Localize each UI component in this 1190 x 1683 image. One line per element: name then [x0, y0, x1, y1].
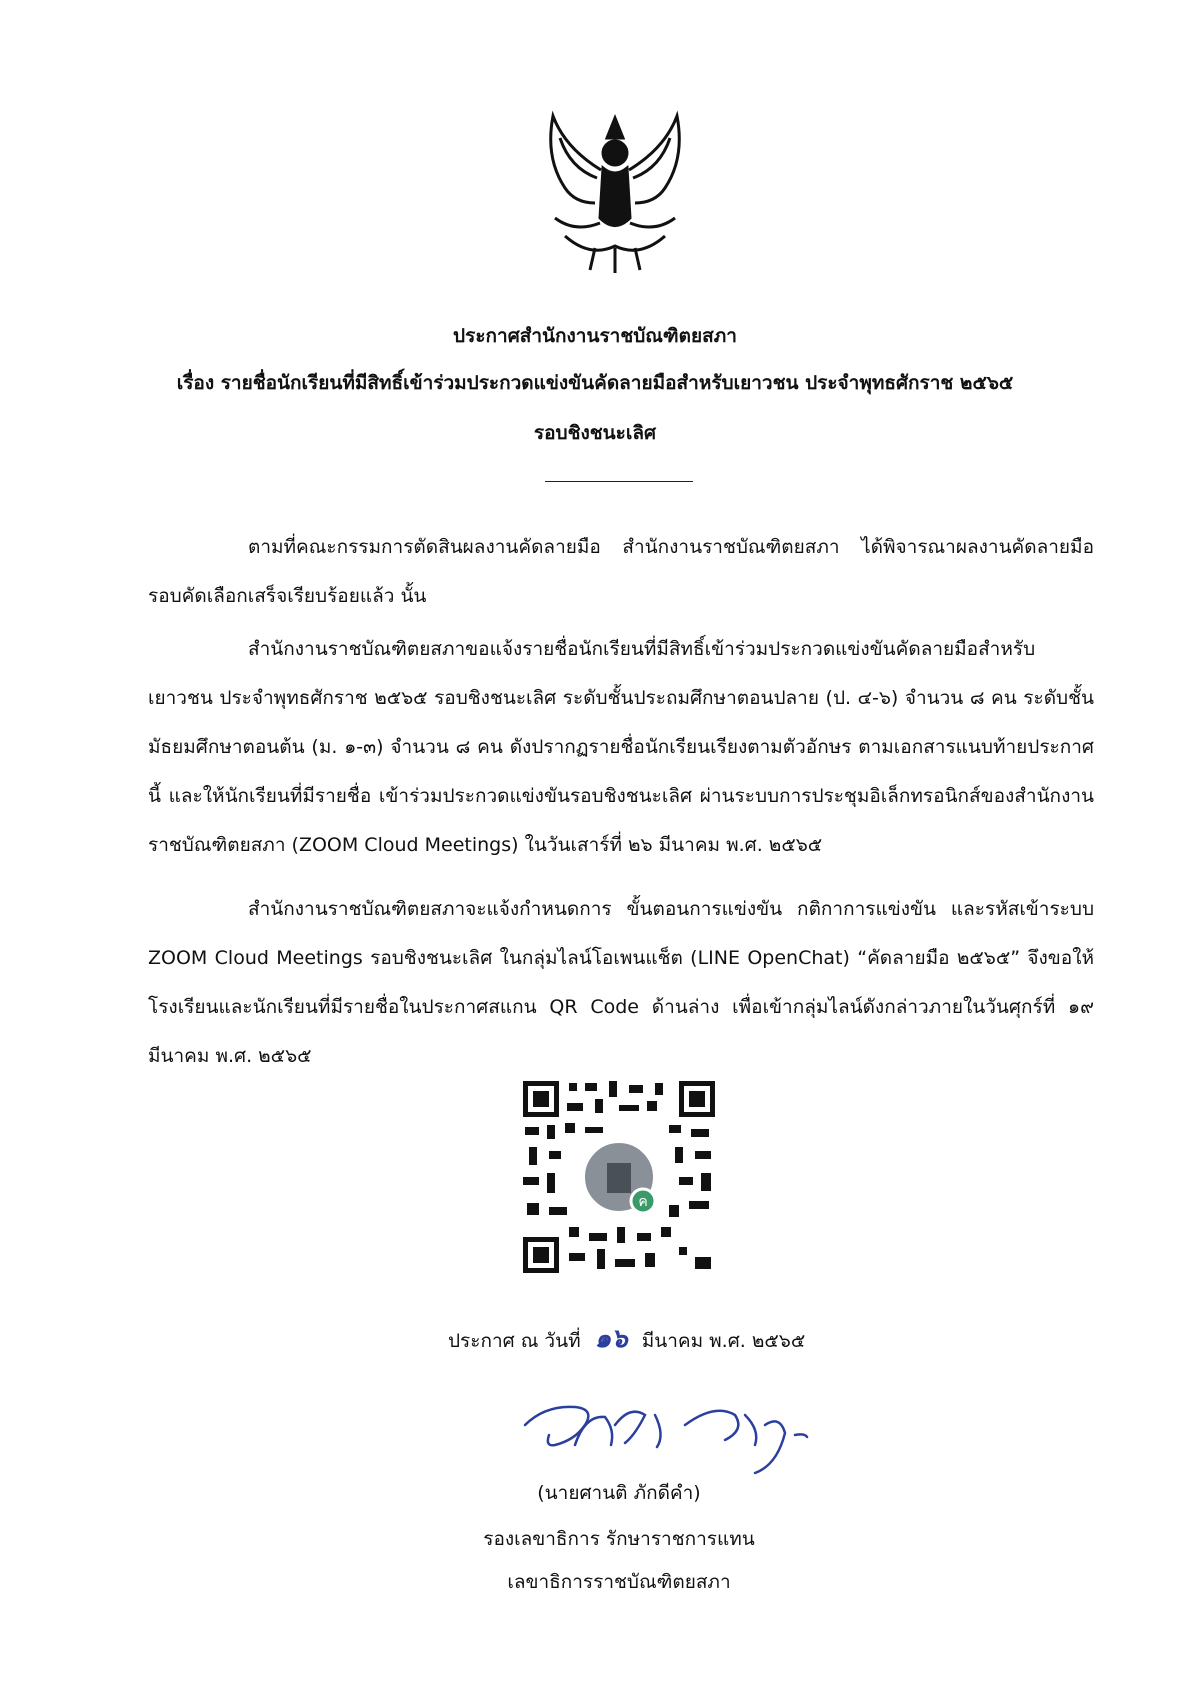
paragraph-1-text: ตามที่คณะกรรมการตัดสินผลงานคัดลายมือ สำนักงานราชบัณฑิตยสภา ได้พิจารณาผลงานคัดลายมือรอบคัดเลือกเสร็จเรียบร้อยแล้ว นั้น	[148, 536, 1094, 607]
dateline-prefix: ประกาศ ณ วันที่	[448, 1330, 581, 1352]
qr-badge-letter: ค	[638, 1194, 648, 1210]
paragraph-1	[148, 523, 1094, 621]
garuda-emblem-icon	[535, 108, 695, 278]
signatory-position-1: รองเลขาธิการ รักษาราชการแทน	[483, 1528, 755, 1550]
paragraph-2	[148, 625, 1094, 870]
dateline-suffix: มีนาคม พ.ศ. ๒๕๖๕	[641, 1330, 806, 1352]
line-openchat-qr-code[interactable]	[519, 1077, 719, 1277]
announcement-subject: เรื่อง รายชื่อนักเรียนที่มีสิทธิ์เข้าร่วมประกวดแข่งขันคัดลายมือสำหรับเยาวชน ประจำพุทธศักราช ๒๕๖๕	[176, 372, 1014, 394]
signatory-name: (นายศานติ ภักดีคำ)	[537, 1482, 701, 1504]
paragraph-3	[148, 885, 1094, 1081]
paragraph-3-text: สำนักงานราชบัณฑิตยสภาจะแจ้งกำหนดการ ขั้นตอนการแข่งขัน กติกาการแข่งขัน และรหัสเข้าระบบ ZOOM Cloud Meetings รอบชิงชนะเลิศ ในกลุ่มไลน์โอเพนแช็ต (LINE OpenChat) “คัดลายมือ ๒๕๖๕” จึงขอให้โรงเรียนและนักเรียนที่มีรายชื่อในประกาศสแกน QR Code ด้านล่าง เพื่อเข้ากลุ่มไลน์ดังกล่าวภายในวันศุกร์ที่ ๑๙ มีนาคม พ.ศ. ๒๕๖๕	[148, 898, 1095, 1067]
handwritten-signature	[515, 1385, 835, 1475]
signatory-position-2: เลขาธิการราชบัณฑิตยสภา	[507, 1571, 731, 1593]
announcement-round: รอบชิงชนะเลิศ	[533, 422, 657, 444]
title-divider	[545, 481, 693, 482]
announcement-title: ประกาศสำนักงานราชบัณฑิตยสภา	[453, 325, 737, 347]
dateline-day-handwritten: ๑๖	[594, 1324, 628, 1354]
paragraph-2-text: สำนักงานราชบัณฑิตยสภาขอแจ้งรายชื่อนักเรียนที่มีสิทธิ์เข้าร่วมประกวดแข่งขันคัดลายมือสำหรับเยาวชน ประจำพุทธศักราช ๒๕๖๕ รอบชิงชนะเลิศ ระดับชั้นประถมศึกษาตอนปลาย (ป. ๔-๖) จำนวน ๘ คน ระดับชั้นมัธยมศึกษาตอนต้น (ม. ๑-๓) จำนวน ๘ คน ดังปรากฏรายชื่อนักเรียนเรียงตามตัวอักษร ตามเอกสารแนบท้ายประกาศนี้ และให้นักเรียนที่มีรายชื่อ เข้าร่วมประกวดแข่งขันรอบชิงชนะเลิศ ผ่านระบบการประชุมอิเล็กทรอนิกส์ของสำนักงานราชบัณฑิตยสภา (ZOOM Cloud Meetings) ในวันเสาร์ที่ ๒๖ มีนาคม พ.ศ. ๒๕๖๕	[148, 638, 1094, 856]
dateline	[448, 1318, 805, 1359]
